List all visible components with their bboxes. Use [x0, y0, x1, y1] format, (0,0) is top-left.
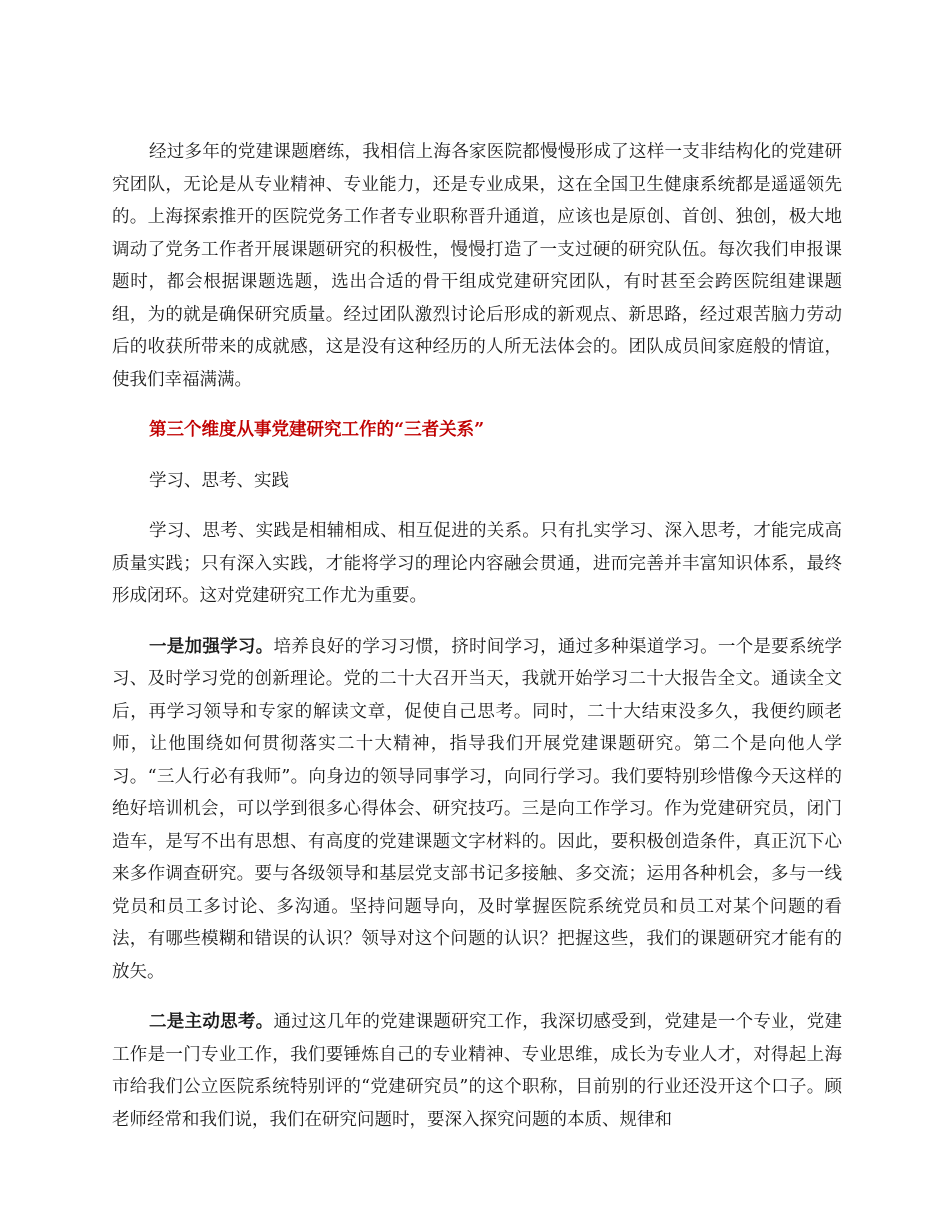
document-page: [112, 136, 842, 1154]
paragraph-thinking-lead: 二是主动思考。: [149, 1012, 274, 1032]
paragraph-team: 经过多年的党建课题磨练，我相信上海各家医院都慢慢形成了这样一支非结构化的党建研究团队，无论是从专业精神、专业能力，还是专业成果，这在全国卫生健康系统都是遥遥领先的。上海探索推开的医院党务工作者专业职称晋升通道，应该也是原创、首创、独创，极大地调动了党务工作者开展课题研究的积极性，慢慢打造了一支过硬的研究队伍。每次我们申报课题时，都会根据课题选题，选出合适的骨干组成党建研究团队，有时甚至会跨医院组建课题组，为的就是确保研究质量。经过团队激烈讨论后形成的新观点、新思路，经过艰苦脑力劳动后的收获所带来的成就感，这是没有这种经历的人所无法体会的。团队成员间家庭般的情谊，使我们幸福满满。: [112, 142, 842, 390]
paragraph-learning: [112, 631, 842, 989]
section-subheading: 学习、思考、实践: [149, 470, 289, 491]
section-heading: 第三个维度从事党建研究工作的“三者关系”: [149, 420, 485, 440]
paragraph-relationship: 学习、思考、实践是相辅相成、相互促进的关系。只有扎实学习、深入思考，才能完成高质量实践；只有深入实践，才能将学习的理论内容融会贯通，进而完善并丰富知识体系，最终形成闭环。这对党建研究工作尤为重要。: [112, 521, 842, 606]
paragraph-thinking: [112, 1006, 842, 1136]
paragraph-learning-lead: 一是加强学习。: [149, 636, 274, 657]
paragraph-thinking-body: 通过这几年的党建课题研究工作，我深切感受到，党建是一个专业，党建工作是一门专业工作，我们要锤炼自己的专业精神、专业思维，成长为专业人才，对得起上海市给我们公立医院系统特别评的“党建研究员”的这个职称，目前别的行业还没开这个口子。顾老师经常和我们说，我们在研究问题时，要深入探究问题的本质、规律和: [112, 1012, 843, 1130]
paragraph-learning-body: 培养良好的学习习惯，挤时间学习，通过多种渠道学习。一个是要系统学习、及时学习党的创新理论。党的二十大召开当天，我就开始学习二十大报告全文。通读全文后，再学习领导和专家的解读文章，促使自己思考。同时，二十大结束没多久，我便约顾老师，让他围绕如何贯彻落实二十大精神，指导我们开展党建课题研究。第二个是向他人学习。“三人行必有我师”。向身边的领导同事学习，向同行学习。我们要特别珍惜像今天这样的绝好培训机会，可以学到很多心得体会、研究技巧。三是向工作学习。作为党建研究员，闭门造车，是写不出有思想、有高度的党建课题文字材料的。因此，要积极创造条件，真正沉下心来多作调查研究。要与各级领导和基层党支部书记多接触、多交流；运用各种机会，多与一线党员和员工多讨论、多沟通。坚持问题导向，及时掌握医院系统党员和员工对某个问题的看法，有哪些模糊和错误的认识？领导对这个问题的认识？把握这些，我们的课题研究才能有的放矢。: [112, 636, 843, 982]
